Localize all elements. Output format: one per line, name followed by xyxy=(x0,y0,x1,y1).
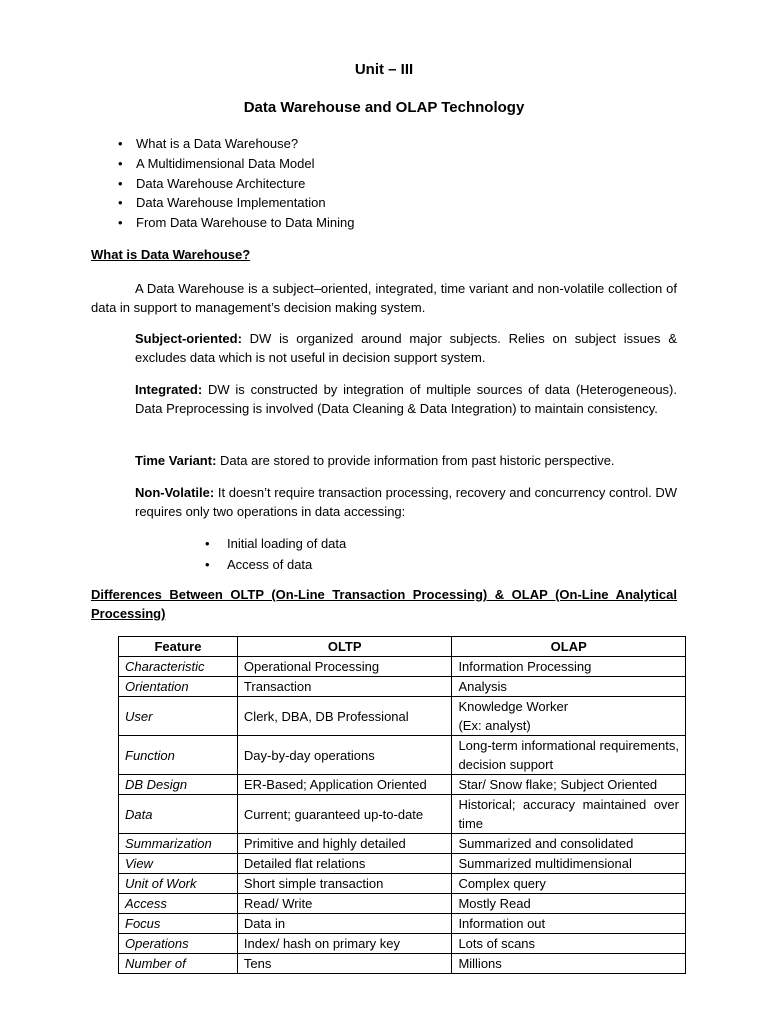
definition: It doesn’t require transaction processing, recovery and concurrency control. DW requires only two operations in data accessing: xyxy=(135,485,677,519)
olap-cell: Mostly Read xyxy=(452,894,686,914)
olap-cell: Information Processing xyxy=(452,657,686,677)
feature-cell: Unit of Work xyxy=(119,874,238,894)
time-variant-paragraph xyxy=(135,451,677,470)
list-item: • From Data Warehouse to Data Mining xyxy=(118,213,354,233)
list-item: • Access of data xyxy=(205,554,346,575)
oltp-cell: Primitive and highly detailed xyxy=(237,834,452,854)
table-row xyxy=(119,934,686,954)
column-header: Feature xyxy=(119,637,238,657)
operations-list xyxy=(205,533,346,575)
olap-cell: Lots of scans xyxy=(452,934,686,954)
definition: DW is constructed by integration of multiple sources of data (Heterogeneous). Data Preprocessing is involved (Data Cleaning & Data Integration) to maintain consistency. xyxy=(135,382,677,416)
table-row xyxy=(119,854,686,874)
feature-cell: Number of xyxy=(119,954,238,974)
term: Integrated: xyxy=(135,382,203,397)
table-row xyxy=(119,697,686,736)
oltp-cell: Short simple transaction xyxy=(237,874,452,894)
integrated-paragraph xyxy=(135,380,677,418)
term: Subject-oriented: xyxy=(135,331,242,346)
list-item: • Data Warehouse Implementation xyxy=(118,193,354,213)
feature-cell: Data xyxy=(119,795,238,834)
list-item: • What is a Data Warehouse? xyxy=(118,134,354,154)
olap-cell: Analysis xyxy=(452,677,686,697)
feature-cell: Orientation xyxy=(119,677,238,697)
table-row xyxy=(119,736,686,775)
olap-cell: Millions xyxy=(452,954,686,974)
list-item: • Data Warehouse Architecture xyxy=(118,174,354,194)
olap-cell: Information out xyxy=(452,914,686,934)
feature-cell: Focus xyxy=(119,914,238,934)
term: Non-Volatile: xyxy=(135,485,215,500)
column-header: OLTP xyxy=(237,637,452,657)
olap-cell: Complex query xyxy=(452,874,686,894)
oltp-cell: Detailed flat relations xyxy=(237,854,452,874)
table-row xyxy=(119,834,686,854)
feature-cell: Access xyxy=(119,894,238,914)
feature-cell: Function xyxy=(119,736,238,775)
feature-cell: Summarization xyxy=(119,834,238,854)
oltp-cell: ER-Based; Application Oriented xyxy=(237,775,452,795)
non-volatile-paragraph xyxy=(135,483,677,521)
unit-title: Unit – III xyxy=(354,61,414,78)
section-heading-data-warehouse: What is Data Warehouse? xyxy=(91,247,251,262)
oltp-cell: Read/ Write xyxy=(237,894,452,914)
table-row xyxy=(119,775,686,795)
feature-cell: DB Design xyxy=(119,775,238,795)
table-row xyxy=(119,914,686,934)
definition: DW is organized around major subjects. Relies on subject issues & excludes data which is not useful in decision support system. xyxy=(135,331,677,365)
feature-cell: Operations xyxy=(119,934,238,954)
table-header-row xyxy=(119,637,686,657)
oltp-cell: Clerk, DBA, DB Professional xyxy=(237,697,452,736)
table-row xyxy=(119,795,686,834)
table-row xyxy=(119,894,686,914)
topic-list xyxy=(118,134,354,233)
list-item: • Initial loading of data xyxy=(205,533,346,554)
feature-cell: View xyxy=(119,854,238,874)
definition: Data are stored to provide information from past historic perspective. xyxy=(216,453,615,468)
page-title: Data Warehouse and OLAP Technology xyxy=(243,99,525,116)
oltp-cell: Operational Processing xyxy=(237,657,452,677)
table-row xyxy=(119,677,686,697)
oltp-cell: Data in xyxy=(237,914,452,934)
section-heading-oltp-olap: Differences Between OLTP (On-Line Transaction Processing) & OLAP (On-Line Analytical Processing) xyxy=(91,587,677,621)
oltp-cell: Index/ hash on primary key xyxy=(237,934,452,954)
subject-oriented-paragraph xyxy=(135,329,677,367)
olap-cell: Summarized and consolidated xyxy=(452,834,686,854)
table-row xyxy=(119,657,686,677)
olap-cell: Summarized multidimensional xyxy=(452,854,686,874)
oltp-cell: Day-by-day operations xyxy=(237,736,452,775)
comparison-table xyxy=(118,636,686,974)
oltp-cell: Tens xyxy=(237,954,452,974)
table-row xyxy=(119,874,686,894)
term: Time Variant: xyxy=(135,453,217,468)
table-row xyxy=(119,954,686,974)
column-header: OLAP xyxy=(452,637,686,657)
list-item: • A Multidimensional Data Model xyxy=(118,154,354,174)
olap-cell: Long-term informational requirements, decision support xyxy=(452,736,686,775)
oltp-cell: Transaction xyxy=(237,677,452,697)
olap-cell: Historical; accuracy maintained over time xyxy=(452,795,686,834)
oltp-cell: Current; guaranteed up-to-date xyxy=(237,795,452,834)
olap-cell: Knowledge Worker (Ex: analyst) xyxy=(452,697,686,736)
intro-paragraph: A Data Warehouse is a subject–oriented, integrated, time variant and non-volatile collection of data in support to management’s decision making system. xyxy=(91,281,677,315)
olap-cell: Star/ Snow flake; Subject Oriented xyxy=(452,775,686,795)
feature-cell: User xyxy=(119,697,238,736)
feature-cell: Characteristic xyxy=(119,657,238,677)
